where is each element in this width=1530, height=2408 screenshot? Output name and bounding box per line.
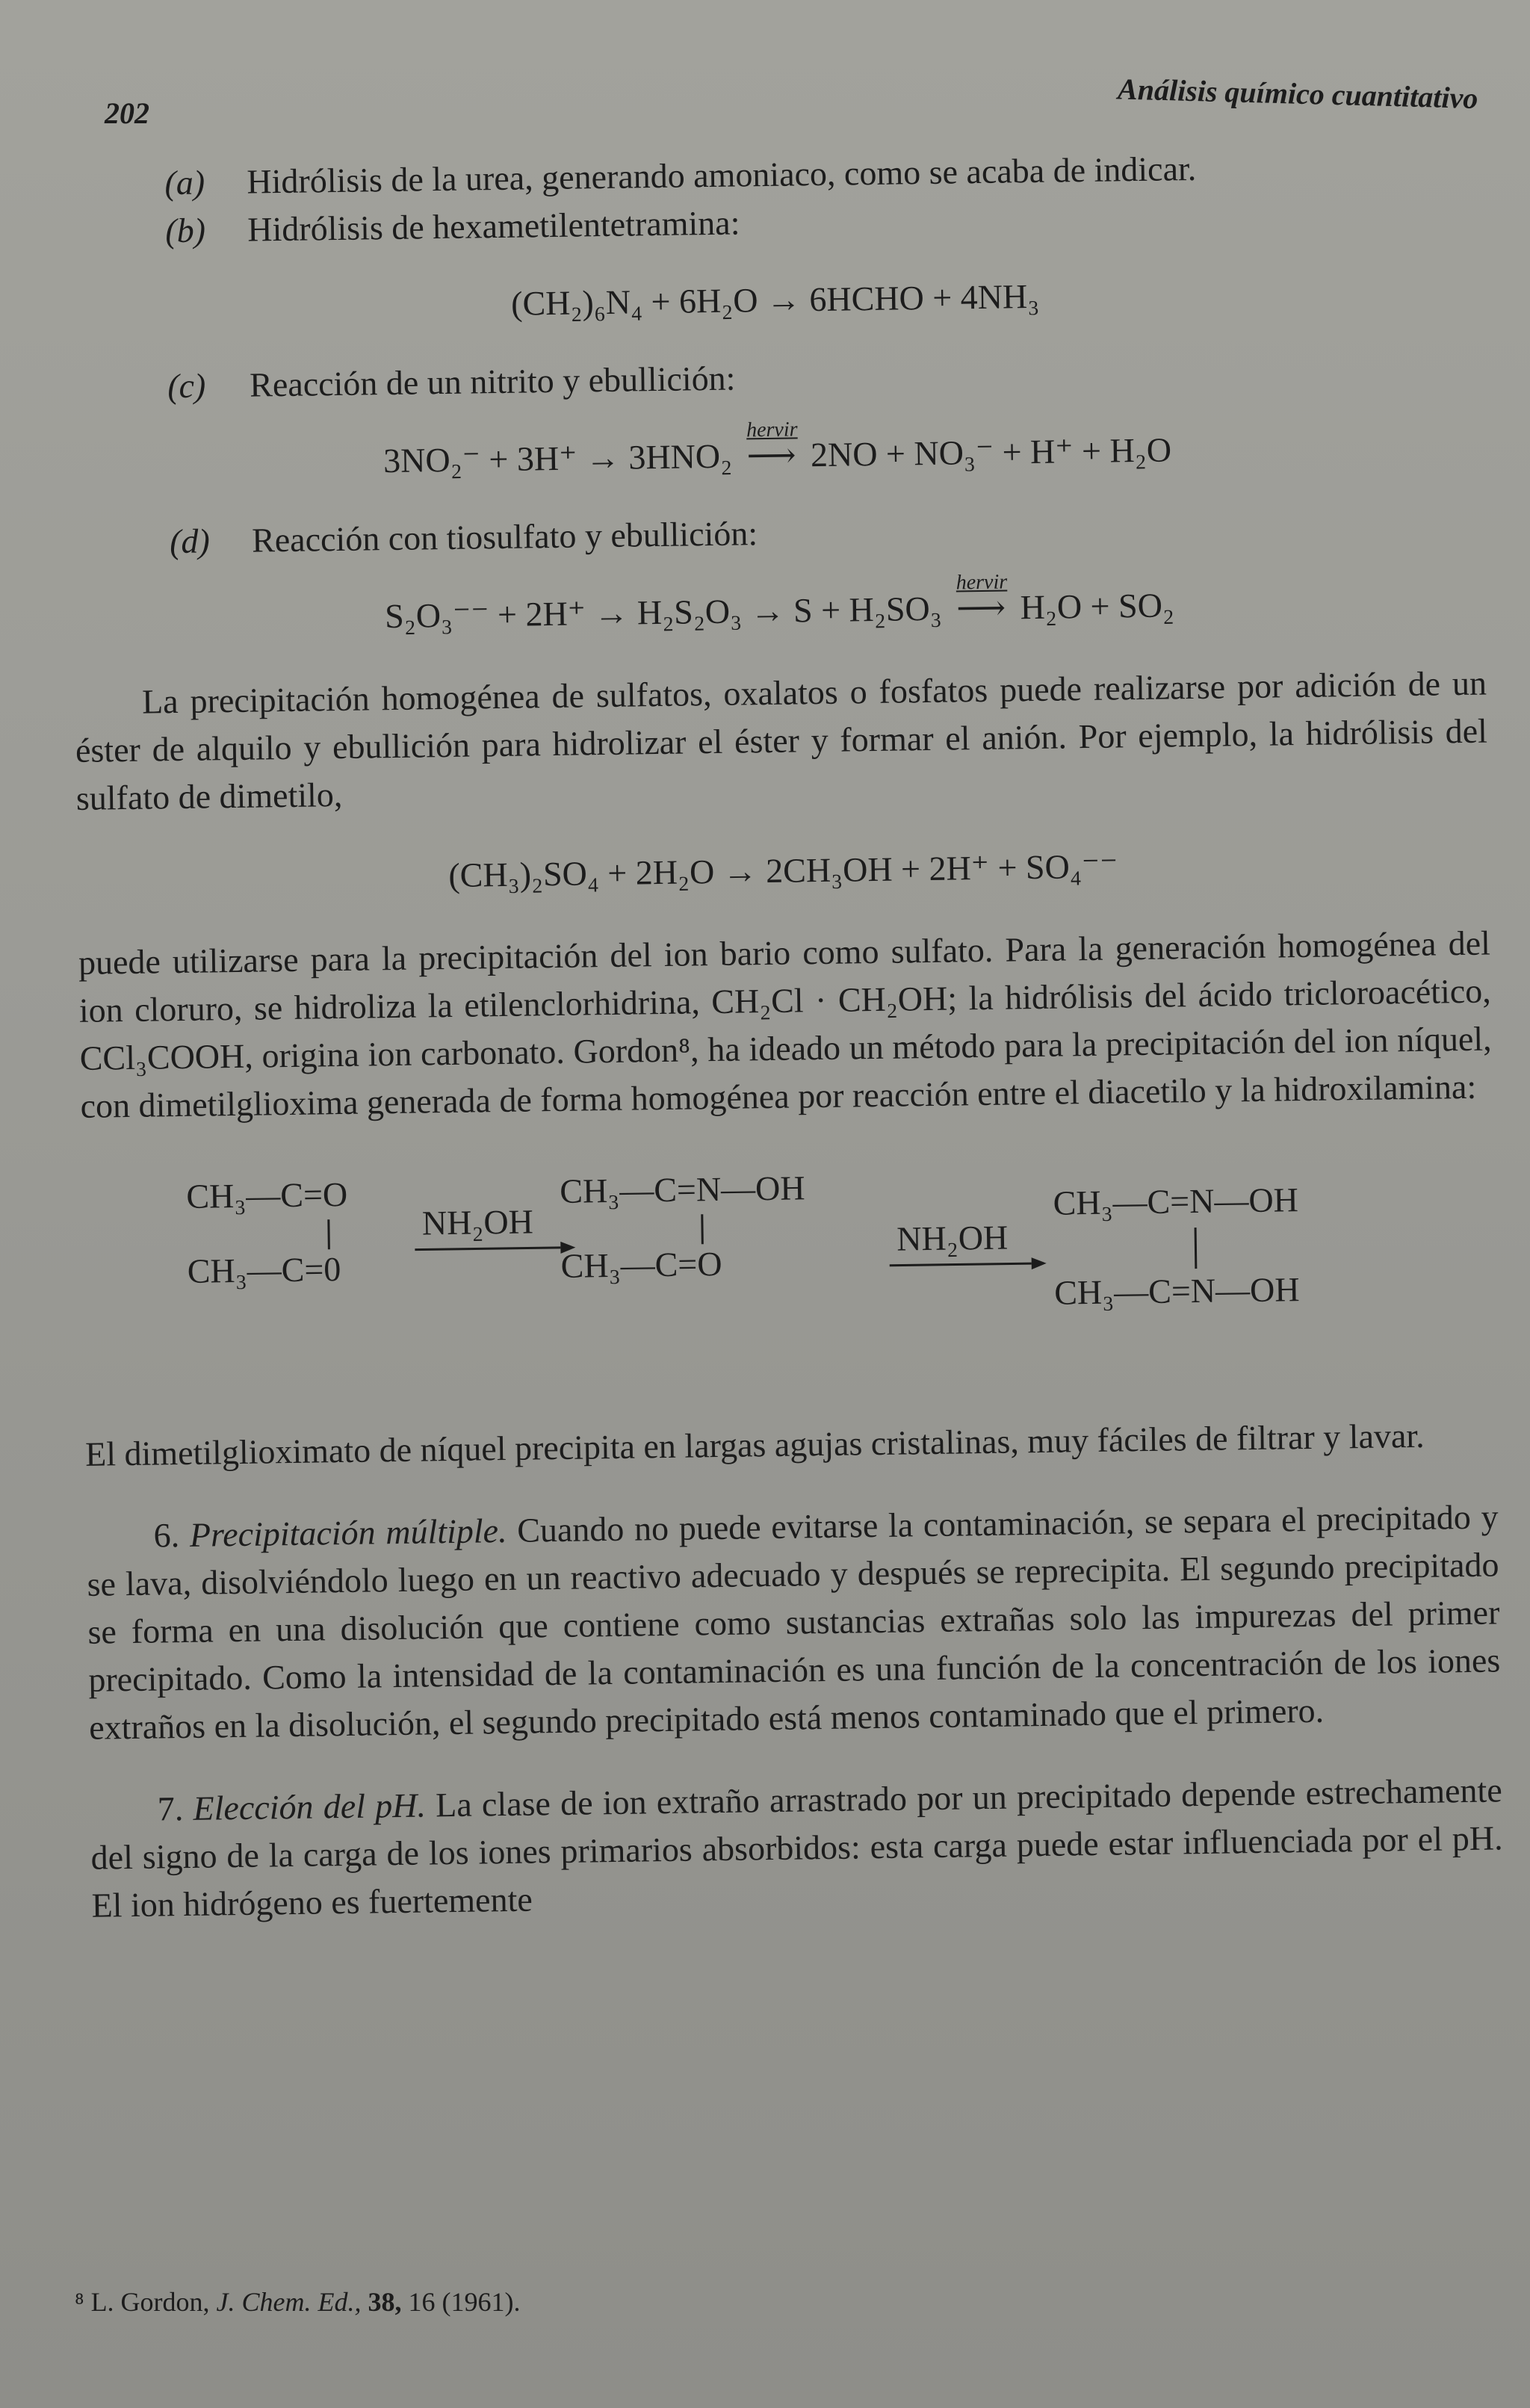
section-text: La clase de ion extraño arrastrado por un precipitado depende estrechamente del signo de la carga de los iones primarios absorbidos: esta carga puede estar influenciada por el pH. El ion hidrógeno es fuertemente: [90, 1771, 1503, 1925]
diacetyl-top: CH₃—C=O: [186, 1174, 348, 1216]
item-label: (c): [167, 366, 206, 406]
reagent-2: NH₂OH: [896, 1218, 1009, 1258]
equation-nitrite: [71, 418, 1484, 489]
list-item-c: [167, 344, 1483, 411]
section-text: Cuando no puede evitarse la contaminación, se separa el precipitado y se lava, disolviéndolo luego en un reactivo adecuado y después se reprecipita. El segundo precipitado se forma en una disolución que contiene como sustancias extrañas solo las impurezas del primer precipitado. Como la intensidad de la contaminación es una función de la concentración de los iones extraños en la disolución, el segundo precipitado está menos contaminado que el primero.: [87, 1497, 1501, 1747]
running-title: Análisis químico cuantitativo: [1117, 72, 1478, 115]
section-number: 6.: [153, 1516, 180, 1555]
footnote: [75, 2286, 521, 2318]
item-text: Hidrólisis de la urea, generando amoniaco, como se acaba de indicar.: [247, 149, 1197, 201]
footnote-pages: 16 (1961).: [408, 2287, 521, 2317]
item-text: Reacción con tiosulfato y ebullición:: [251, 514, 758, 560]
arrow-2-head: [1032, 1257, 1047, 1269]
equation-left: 3NO₂⁻ + 3H⁺ → 3HNO₂: [382, 436, 733, 480]
monoxime-top: CH₃—C=N—OH: [559, 1169, 805, 1210]
paragraph-chloride-carbonate: puede utilizarse para la precipitación del ion bario como sulfato. Para la generación homogénea del ion cloruro, se hidroliza la etilenclorhidrina, CH₂Cl · CH₂OH; la hidrólisis del ácido tricloroacético, CCl₃COOH, origina ion carbonato. Gordon⁸, ha ideado un método para la precipitación del ion níquel, con dimetilglioxima generada de forma homogénea por reacción entre el diacetilo y la hidroxilamina:: [78, 923, 1492, 1125]
arrow-label-text: hervir: [956, 570, 1008, 595]
arrow-1: [415, 1248, 560, 1250]
section-title: Elección del pH.: [193, 1786, 427, 1827]
arrow-with-label: hervir ⟶: [746, 431, 796, 480]
footnote-marker: ⁸: [75, 2287, 84, 2317]
equation-thiosulfate: [73, 570, 1486, 645]
arrow-2: [890, 1263, 1032, 1266]
arrow-label-text: hervir: [746, 418, 798, 442]
paragraph-nickel-precipitate: El dimetilglioximato de níquel precipita en largas agujas cristalinas, muy fáciles de filtrar y lavar.: [84, 1416, 1425, 1473]
footnote-journal: J. Chem. Ed.,: [216, 2287, 362, 2317]
footnote-author: L. Gordon,: [90, 2287, 210, 2317]
paragraph-ester-hydrolysis: La precipitación homogénea de sulfatos, oxalatos o fosfatos puede realizarse por adición de un éster de alquilo y ebullición para hidrolizar el éster y formar el anión. Por ejemplo, la hidrólisis del sulfato de dimetilo,: [75, 663, 1488, 817]
item-label: (a): [164, 163, 205, 202]
equation-right: 2NO + NO₃⁻ + H⁺ + H₂O: [810, 430, 1172, 474]
equation-right: H₂O + SO₂: [1020, 586, 1175, 627]
paragraph-multiple-precipitation: [86, 1493, 1501, 1751]
item-text: Hidrólisis de hexametilentetramina:: [247, 203, 740, 249]
diacetyl-bottom: CH₃—C=0: [187, 1250, 341, 1290]
item-text: Reacción de un nitrito y ebullición:: [249, 359, 736, 404]
monoxime-bottom: CH₃—C=O: [560, 1244, 722, 1285]
reaction-scheme-svg: [81, 1145, 1496, 1396]
section-number: 7.: [157, 1789, 184, 1828]
dimethylglyoxime-reaction-scheme: [81, 1145, 1496, 1396]
dioxime-bottom: CH₃—C=N—OH: [1053, 1270, 1300, 1312]
equation-dimethyl-sulfate: (CH₃)₂SO₄ + 2H₂O → 2CH₃OH + 2H⁺ + SO₄⁻⁻: [448, 846, 1118, 894]
reagent-1: NH₂OH: [421, 1202, 534, 1242]
arrow-with-label: hervir ⟶: [956, 584, 1006, 633]
item-label: (d): [169, 521, 211, 561]
list-item-d: [170, 500, 1485, 566]
bond-line: [1195, 1228, 1196, 1269]
footnote-volume: 38,: [368, 2287, 402, 2317]
paragraph-ph-choice: [90, 1766, 1503, 1929]
bond-line: [702, 1214, 703, 1244]
page-number: 202: [105, 96, 149, 130]
section-title: Precipitación múltiple.: [189, 1511, 507, 1554]
page-header: [105, 72, 1478, 133]
main-text: [67, 141, 1505, 1964]
dioxime-top: CH₃—C=N—OH: [1053, 1180, 1299, 1222]
equation-left: S₂O₃⁻⁻ + 2H⁺ → H₂S₂O₃ → S + H₂SO₃: [384, 589, 943, 636]
equation-hexamine: (CH₂)₆N₄ + 6H₂O → 6HCHO + 4NH₃: [510, 276, 1040, 323]
item-label: (b): [164, 211, 206, 250]
